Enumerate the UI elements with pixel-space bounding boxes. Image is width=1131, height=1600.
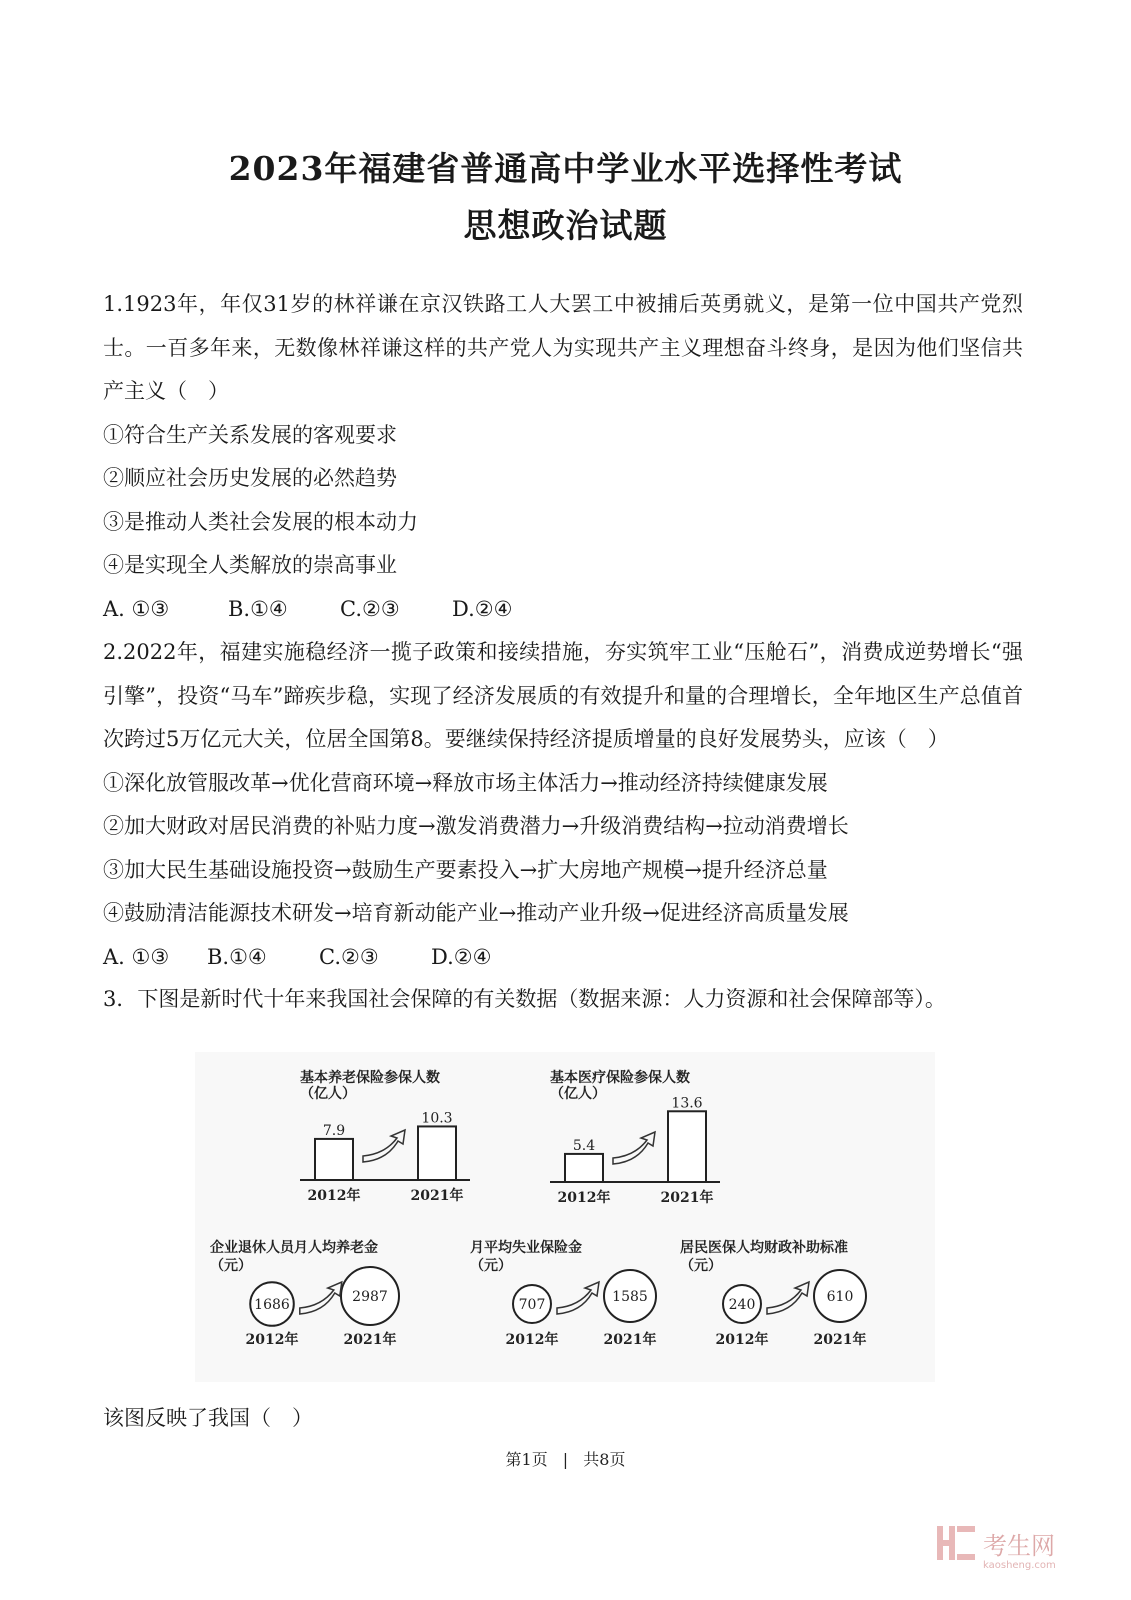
bar-value-label: 13.6 (671, 1095, 703, 1112)
q3-tail: 该图反映了我国（ ） (103, 1406, 313, 1430)
bubble-year-label: 2021年 (603, 1332, 657, 1348)
q2-stem: 2.2022年，福建实施稳经济一揽子政策和接续措施，夯实筑牢工业“压舱石”，消费成逆势增长“强引擎”，投资“马车”蹄疾步稳，实现了经济发展质的有效提升和量的合理增长，全年地区生产总值首次跨过5万亿元大关，位居全国第8。要继续保持经济提质增量的良好发展势头，应该（ ） (103, 640, 1023, 751)
bubble-year-label: 2021年 (343, 1332, 397, 1348)
bubble-year-label: 2012年 (715, 1332, 769, 1348)
page-footer (0, 1447, 1131, 1470)
growth-arrow-icon (557, 1282, 599, 1314)
q2-statement-4: ④鼓励清洁能源技术研发→培育新动能产业→推动产业升级→促进经济高质量发展 (103, 901, 849, 925)
bar-2012年 (315, 1139, 353, 1180)
q1-option-a: A. ①③ (103, 596, 170, 621)
bubble-value-label: 240 (728, 1297, 756, 1313)
bubble-year-label: 2021年 (813, 1332, 867, 1348)
bubble-year-label: 2012年 (245, 1332, 299, 1348)
bubble-value-label: 1585 (612, 1289, 648, 1305)
question-content (103, 283, 1023, 1019)
bar-chart-unit: （亿人） (550, 1086, 606, 1102)
q1-option-b: B.①④ (228, 596, 288, 621)
bar-2021年 (668, 1111, 706, 1182)
growth-arrow-icon (767, 1282, 809, 1314)
bar-year-label: 2021年 (410, 1188, 464, 1204)
watermark-brand: 考生网 (983, 1532, 1055, 1560)
page-number: 第1页 (505, 1450, 548, 1469)
q2-options (103, 936, 1023, 980)
q2-statement-2: ②加大财政对居民消费的补贴力度→激发消费潜力→升级消费结构→拉动消费增长 (103, 814, 849, 838)
q1-stem: 1.1923年，年仅31岁的林祥谦在京汉铁路工人大罢工中被捕后英勇就义，是第一位中国共产党烈士。一百多年来，无数像林祥谦这样的共产党人为实现共产主义理想奋斗终身，是因为他们坚信共产主义（ ） (103, 292, 1023, 403)
growth-arrow-icon (300, 1282, 342, 1314)
bubble-chart-title: 月平均失业保险金 (470, 1240, 582, 1256)
q3-stem: 3．下图是新时代十年来我国社会保障的有关数据（数据来源：人力资源和社会保障部等）。 (103, 987, 946, 1011)
bubble-value-label: 707 (518, 1297, 546, 1313)
q1-statement-3: ③是推动人类社会发展的根本动力 (103, 509, 418, 534)
exam-title: 2023年福建省普通高中学业水平选择性考试 (228, 149, 903, 188)
exam-subject: 思想政治试题 (463, 206, 668, 245)
social-security-figure (195, 1052, 935, 1382)
kaosheng-logo-icon (933, 1520, 1083, 1572)
bar-value-label: 7.9 (322, 1122, 346, 1139)
bar-value-label: 5.4 (572, 1137, 596, 1154)
bubble-chart-unit: （元） (210, 1258, 252, 1274)
q1-statement-2: ②顺应社会历史发展的必然趋势 (103, 466, 397, 490)
bar-year-label: 2012年 (557, 1190, 611, 1206)
q2-option-c: C.②③ (319, 944, 379, 969)
bar-chart-title: 基本医疗保险参保人数 (550, 1070, 690, 1086)
bubble-chart-unit: （元） (680, 1258, 722, 1274)
bubble-chart-title: 居民医保人均财政补助标准 (680, 1240, 848, 1256)
growth-arrow-icon (613, 1132, 655, 1164)
q1-statement-4: ④是实现全人类解放的崇高事业 (103, 553, 397, 577)
bar-2012年 (565, 1154, 603, 1182)
q2-option-d: D.②④ (431, 944, 492, 969)
bubble-value-label: 1686 (254, 1297, 290, 1313)
q2-option-b: B.①④ (207, 944, 267, 969)
q1-option-c: C.②③ (340, 596, 400, 621)
bar-chart-title: 基本养老保险参保人数 (300, 1070, 440, 1086)
q1-statement-1: ①符合生产关系发展的客观要求 (103, 422, 397, 447)
bubble-chart-unit: （元） (470, 1258, 512, 1274)
q1-options (103, 588, 1023, 632)
social-security-chart (195, 1052, 935, 1382)
bar-value-label: 10.3 (421, 1110, 453, 1127)
q2-statement-1: ①深化放管服改革→优化营商环境→释放市场主体活力→推动经济持续健康发展 (103, 770, 828, 795)
bubble-chart-title: 企业退休人员月人均养老金 (210, 1240, 378, 1256)
growth-arrow-icon (363, 1130, 405, 1162)
bubble-value-label: 2987 (352, 1289, 388, 1305)
q1-option-d: D.②④ (452, 596, 513, 621)
q2-statement-3: ③加大民生基础设施投资→鼓励生产要素投入→扩大房地产规模→提升经济总量 (103, 857, 828, 882)
q2-option-a: A. ①③ (103, 944, 170, 969)
page-total: 共8页 (583, 1450, 626, 1469)
bubble-year-label: 2012年 (505, 1332, 559, 1348)
footer-separator: | (562, 1450, 569, 1469)
bubble-value-label: 610 (826, 1289, 854, 1305)
bar-year-label: 2012年 (307, 1188, 361, 1204)
bar-chart-unit: （亿人） (300, 1086, 356, 1102)
bar-year-label: 2021年 (660, 1190, 714, 1206)
watermark (933, 1520, 1083, 1572)
bar-2021年 (418, 1126, 456, 1180)
watermark-domain: kaosheng.com (983, 1560, 1056, 1571)
